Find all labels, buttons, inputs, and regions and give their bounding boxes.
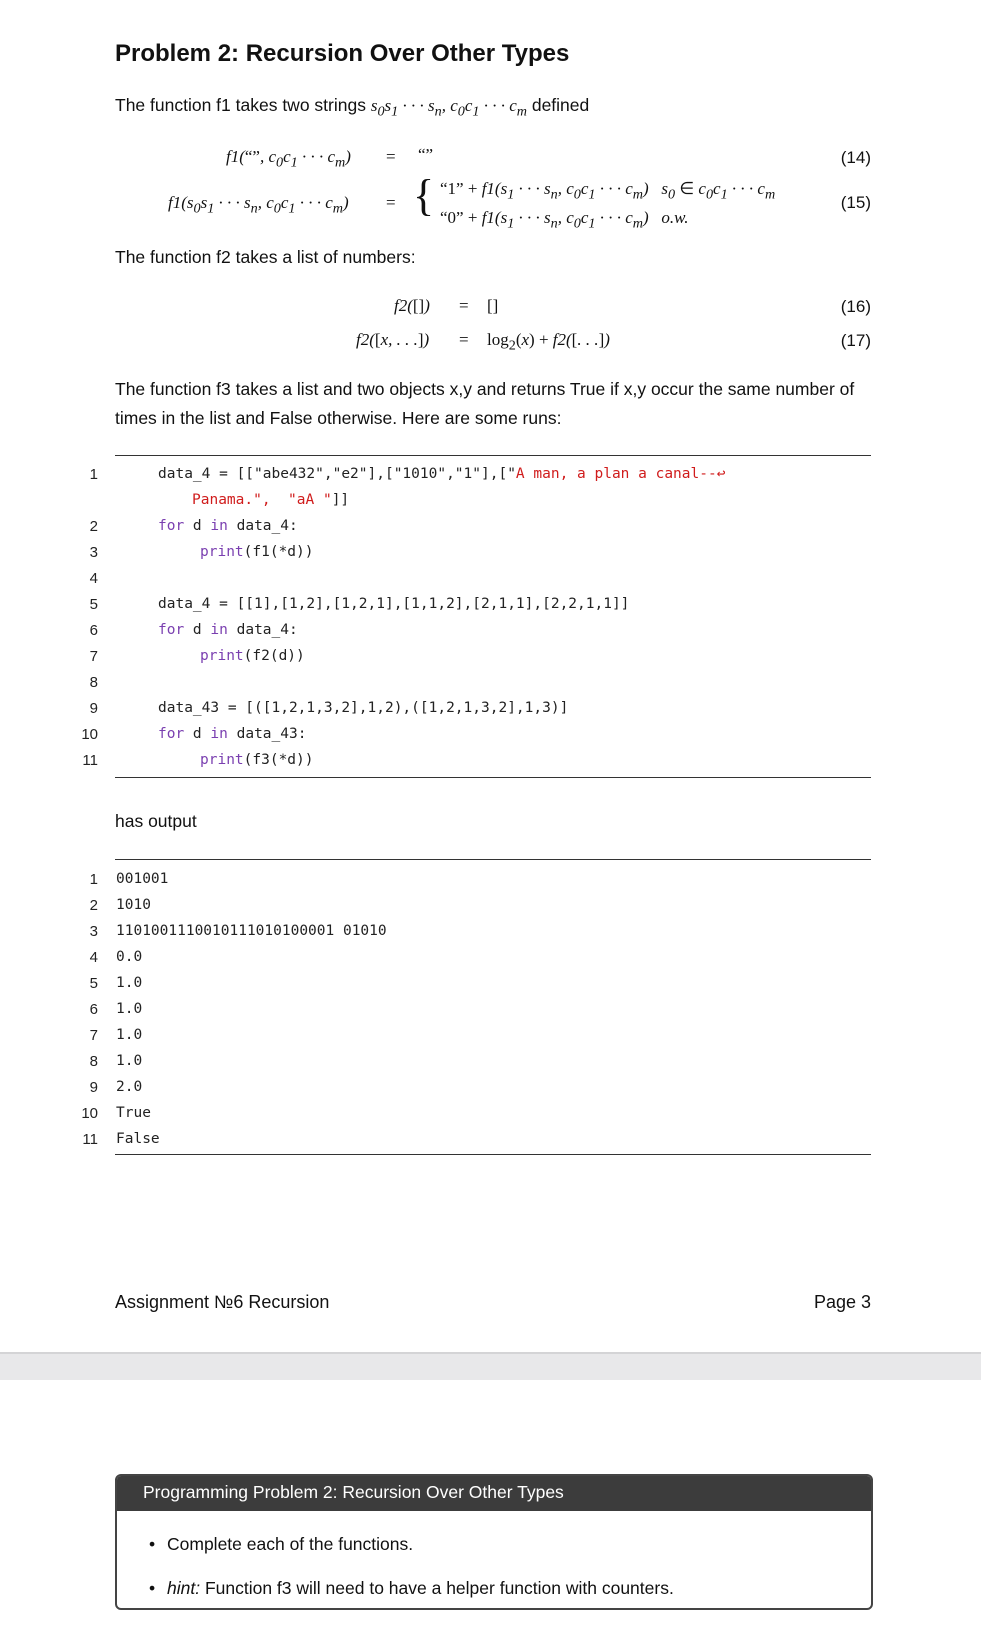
equation-15-case1: “1” + $f1(s_1$ · · · $s_n$, $c_0c_1$ · · · $c_m$) $s_0$ ∈ $c_0c_1$ · · · $c_m$ <box>440 179 776 203</box>
output-line-number: 1 <box>89 871 98 888</box>
output-line-number: 3 <box>89 923 98 940</box>
output-line: 1101001110010111010100001 01010 <box>116 923 387 939</box>
equation-14-number: (14) <box>840 148 871 167</box>
code-line-number: 8 <box>89 674 98 691</box>
output-line-number: 8 <box>89 1053 98 1070</box>
equation-16-number: (16) <box>840 297 871 316</box>
bullet-dot-icon: • <box>149 1578 156 1598</box>
output-top-rule <box>115 859 871 860</box>
f1-args-math: $s_0s_1$ · · · $s_n$, $c_0c_1$ · · · $c_m$ <box>370 96 527 120</box>
code-line-continuation: Panama.", "aA "]] <box>192 492 350 508</box>
code-line: for d in data_4: <box>158 518 298 534</box>
code-top-rule <box>115 455 871 456</box>
code-bottom-rule <box>115 777 871 778</box>
equation-16-rhs: [] <box>487 296 499 315</box>
equation-17-rhs: $\log_2(x) + f2$([. . .]) <box>487 330 610 354</box>
equation-15-equals: = <box>386 193 396 212</box>
output-line: 1.0 <box>116 1053 143 1069</box>
output-line-number: 4 <box>89 949 98 966</box>
output-line: True <box>116 1105 151 1121</box>
bullet-text: Function f3 will need to have a helper function with counters. <box>200 1578 674 1598</box>
box-heading: Programming Problem 2: Recursion Over Other Types <box>117 1476 871 1511</box>
equation-15-brace: { <box>413 171 435 220</box>
programming-problem-box <box>115 1474 873 1610</box>
output-bottom-rule <box>115 1154 871 1155</box>
code-line-number: 4 <box>89 570 98 587</box>
equation-17-lhs: f2([x, . . .]) <box>356 330 430 349</box>
output-line: False <box>116 1131 160 1147</box>
footer-page-number: Page 3 <box>813 1292 871 1312</box>
output-line: 2.0 <box>116 1079 143 1095</box>
equation-14-equals: = <box>386 147 396 166</box>
code-line: for d in data_43: <box>158 726 307 742</box>
equation-15-number: (15) <box>840 193 871 212</box>
bullet-dot-icon: • <box>149 1534 156 1554</box>
code-line-number: 11 <box>82 752 98 769</box>
code-line-number: 10 <box>81 726 98 743</box>
output-line-number: 2 <box>89 897 98 914</box>
page-separator <box>0 1352 981 1380</box>
output-line-number: 9 <box>89 1079 98 1096</box>
output-line-number: 6 <box>89 1001 98 1018</box>
equation-14-lhs: f1(“”, $c_0c_1$ · · · $c_m$) <box>226 147 351 171</box>
code-line: print(f2(d)) <box>200 648 305 664</box>
code-line-number: 5 <box>89 596 98 613</box>
equation-16-equals: = <box>459 296 469 315</box>
output-line-number: 7 <box>89 1027 98 1044</box>
problem-title: Problem 2: Recursion Over Other Types <box>115 40 570 67</box>
output-line: 001001 <box>116 871 169 887</box>
output-line-number: 11 <box>82 1131 98 1148</box>
code-line: data_43 = [([1,2,1,3,2],1,2),([1,2,1,3,2],1,3)] <box>158 700 569 716</box>
f1-intro-before: The function f1 takes two strings <box>115 95 371 115</box>
code-line-number: 6 <box>89 622 98 639</box>
code-line-number: 7 <box>89 648 98 665</box>
bullet-item <box>149 1578 674 1599</box>
bullet-item <box>149 1534 414 1555</box>
code-line: print(f1(*d)) <box>200 544 314 560</box>
otherwise-label: o.w. <box>661 208 689 227</box>
code-line-number: 9 <box>89 700 98 717</box>
output-line: 0.0 <box>116 949 143 965</box>
footer-assignment: Assignment №6 Recursion <box>115 1292 330 1312</box>
output-line-number: 10 <box>81 1105 98 1122</box>
code-line: data_4 = [["abe432","e2"],["1010","1"],["A man, a plan a canal--↩ <box>158 466 726 482</box>
output-line: 1010 <box>116 897 151 913</box>
output-line: 1.0 <box>116 975 143 991</box>
f1-intro <box>115 91 875 126</box>
code-line: data_4 = [[1],[1,2],[1,2,1],[1,1,2],[2,1,1],[2,2,1,1]] <box>158 596 630 612</box>
has-output-label: has output <box>115 811 197 831</box>
output-line: 1.0 <box>116 1001 143 1017</box>
bullet-text: Complete each of the functions. <box>167 1534 414 1554</box>
code-line-number: 3 <box>89 544 98 561</box>
equation-16-lhs: f2([]) <box>394 296 430 315</box>
equation-17-equals: = <box>459 330 469 349</box>
f1-intro-after: defined <box>526 95 590 115</box>
code-line: for d in data_4: <box>158 622 298 638</box>
output-line-number: 5 <box>89 975 98 992</box>
f3-intro: The function f3 takes a list and two objects x,y and returns True if x,y occur the same number of times in the list and False otherwise. Here are some runs: <box>115 379 855 428</box>
equation-15-case2: “0” + $f1(s_1$ · · · $s_n$, $c_0c_1$ · · · $c_m$) o.w. <box>440 208 689 232</box>
equation-14-rhs: “” <box>418 145 434 164</box>
equation-15-lhs: $f1(s_0s_1$ · · · $s_n$, $c_0c_1$ · · · $c_m$) <box>168 193 349 217</box>
equation-17-number: (17) <box>840 331 871 350</box>
hint-label: hint: <box>167 1578 201 1598</box>
code-line-number: 2 <box>89 518 98 535</box>
f2-intro: The function f2 takes a list of numbers: <box>115 247 416 267</box>
code-line-number: 1 <box>89 466 98 483</box>
code-line: print(f3(*d)) <box>200 752 314 768</box>
output-line: 1.0 <box>116 1027 143 1043</box>
